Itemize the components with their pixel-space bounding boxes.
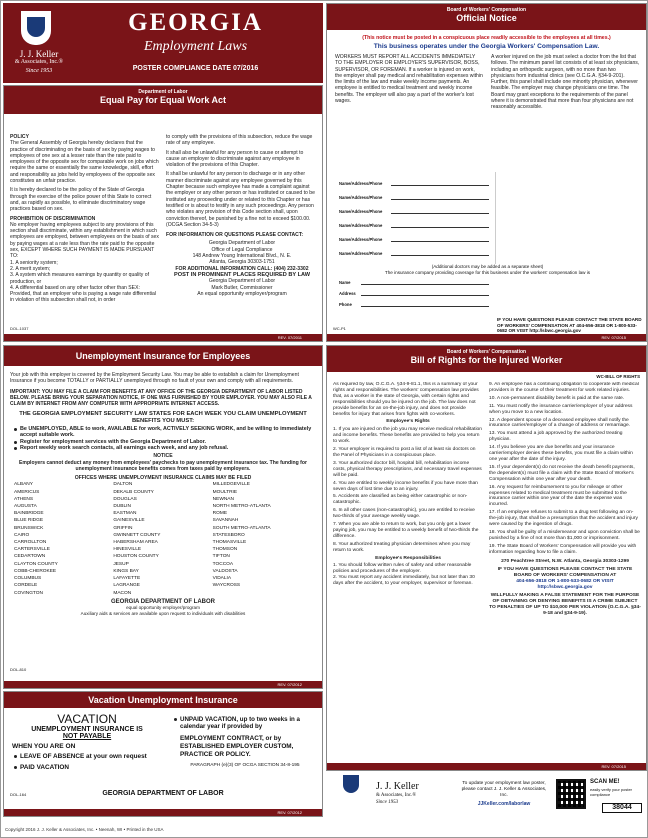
contact-line: 148 Andrew Young International Blvd., N. E. (192, 253, 292, 260)
office-name: ATHENS (14, 496, 34, 502)
office-name: NEWNAN (212, 496, 234, 502)
office-name: COBB-CHEROKEE (14, 568, 57, 574)
office-name: LAFAYETTE (113, 576, 141, 582)
right-item: 10. A non-permanent disability benefit is paid at the same rate. (489, 395, 625, 401)
bill-intro: As required by law, O.C.G.A. §34-9-81.1, this is a summary of your rights and responsibilities. The workers' compensation law provides that, as a worker in the state of Georgia, with certain rights and responsibilities should you be injured on the job. The law does not provide benefits for an on-the-job injury, and does not provide benefits for injury that arises from fights with co-workers. (333, 382, 479, 417)
office-name: AUGUSTA (14, 504, 37, 510)
physician-panel-list (339, 172, 489, 258)
office-name: AMERICUS (14, 489, 40, 495)
requirement-bullet: Register for employment services with the Georgia Department of Labor. (20, 439, 314, 445)
equal-pay-para: It shall be unlawful for any person to discharge or in any other manner discriminate against any employee governed by this Chapter because such employee has made a complaint against the employer or any other person or has instituted or caused to be instituted any proceeding under or related to this Chapter or has testified or is about to testify in any such proceedings. Any person who violates any provision of this Code section shall, upon conviction thereof, be punished by a fine not to exceed $100.00. (OCGA Section 34-5-3) (166, 171, 315, 228)
qr-code-icon[interactable] (556, 779, 586, 809)
info-heading: FOR INFORMATION OR QUESTIONS PLEASE CONTACT: (166, 232, 304, 239)
equal-pay-form-code: DOL-1037 (10, 325, 29, 331)
office-name: CARTERSVILLE (14, 547, 50, 553)
vacation-title: Vacation Unemployment Insurance (88, 695, 238, 705)
office-name: NORTH METRO-ATLANTA (212, 504, 271, 510)
contact-phone: FOR ADDITIONAL INFORMATION CALL: (404) 232-3302 (175, 265, 309, 272)
equal-pay-band (4, 86, 322, 114)
unemployment-title: Unemployment Insurance for Employees (75, 351, 251, 361)
important-notice: IMPORTANT: YOU MAY FILE A CLAIM FOR BENEFITS AT ANY OFFICE OF THE GEORGIA DEPARTMENT OF LABOR LISTED BELOW. PLEASE BRING YOUR SEPARATION NOTICE, IF ONE WAS FURNISHED BY YOUR EMPLOYER. YOU MAY ALSO FILE A CLAIM BY INTERNET FROM ANY COMPUTER WITH APPROPRIATE INTERNET ACCESS. (10, 388, 312, 408)
rev-code: REV. 07/2012 (277, 682, 302, 687)
office-name: DEKALB COUNTY (113, 489, 154, 495)
additional-doctors-note: (Additional doctors may be added as a separate sheet) (431, 264, 544, 269)
office-name: JESUP (113, 561, 129, 567)
physician-label: Name/Address/Phone (339, 237, 383, 242)
gdol-signature: GEORGIA DEPARTMENT OF LABOR (111, 598, 215, 605)
vacation-left (12, 712, 162, 771)
physician-list-right (495, 172, 637, 264)
rev-code: REV. 07/2012 (277, 810, 302, 815)
contact-line: Atlanta, Georgia 30303-1751 (209, 259, 275, 266)
office-name: MILLEDGEVILLE (212, 482, 250, 488)
office-name: CEDARTOWN (14, 554, 46, 560)
official-footer (327, 334, 646, 341)
responsibility-item: 1. You should follow written rules of safety and other reasonable policies and procedures of the employer. (333, 563, 472, 575)
equal-pay-agency: Department of Labor (138, 89, 188, 95)
when-on-line: WHEN YOU ARE ON (12, 743, 76, 750)
bill-band (327, 346, 646, 372)
office-name: ALBANY (14, 482, 33, 488)
office-name: THOMASVILLE (212, 540, 247, 546)
unemployment-footer (4, 681, 322, 688)
physician-label: Name/Address/Phone (339, 251, 383, 256)
insurance-phone-line[interactable] (361, 303, 489, 307)
office-name: HABERSHAM AREA (113, 540, 158, 546)
not-payable-line: UNEMPLOYMENT INSURANCE IS (31, 726, 143, 733)
office-name: GRIFFIN (113, 525, 133, 531)
right-item: 6. In all other cases (non-catastrophic), you are entitled to receive two-thirds of your average weekly wage. (333, 508, 475, 520)
part-number: 38044 (602, 803, 642, 813)
office-name: COLUMBUS (14, 576, 42, 582)
shield-icon (21, 11, 51, 45)
official-notice-band (327, 4, 646, 30)
office-name: DOUGLAS (113, 496, 137, 502)
jjkeller-logo (7, 7, 63, 79)
contact-line: Office of Legal Compliance (211, 246, 273, 253)
office-name: HOUSTON COUNTY (113, 554, 159, 560)
office-name: ROME (212, 511, 228, 517)
exception-item: 1. A seniority system; (10, 259, 58, 266)
office-name: EASTMAN (113, 511, 137, 517)
office-name: VALDOSTA (212, 568, 238, 574)
office-name: STATESBORO (212, 532, 245, 538)
footer-brand: J. J. Keller (376, 781, 419, 792)
footer-logo (326, 775, 376, 815)
equal-pay-para: to comply with the provisions of this subsection, reduce the wage rate of any employee. (166, 134, 313, 147)
aux-aids: Auxiliary aids & services are available upon request to individuals with disabilities (80, 611, 246, 617)
posting-requirement: (This notice must be posted in a conspicuous place readily accessible to the employees at all times.) (362, 35, 611, 41)
official-notice-panel (326, 3, 647, 342)
right-item: 15. If your dependent(s) do not receive the death benefit payments, the dependent(s) must file a claim with the State Board of Worker's Compensation within one year after your death. (489, 464, 635, 482)
signature-line: Mark Butler, Commissioner (211, 284, 273, 291)
exception-item: 2. A merit system; (10, 265, 51, 272)
rev-code: REV. 07/2015 (601, 335, 626, 340)
office-name: LAGRANGE (113, 583, 140, 589)
office-name: DALTON (113, 482, 133, 488)
right-item: 4. You are entitled to weekly income benefits if you have more than seven days of lost time due to an injury. (333, 480, 478, 492)
insurance-fields (339, 274, 489, 307)
bill-form-code: WC-BILL OF RIGHTS (596, 374, 640, 379)
update-text: To update your employment law poster, please contact J. J. Keller & Associates, Inc. (461, 781, 547, 798)
notice-heading: NOTICE (153, 453, 173, 460)
physician-entry-line[interactable] (391, 252, 489, 256)
office-name: THOMSON (212, 547, 238, 553)
office-name: BAINBRIDGE (14, 511, 44, 517)
office-name: MOULTRIE (212, 489, 238, 495)
office-name: BRUNSWICK (14, 525, 44, 531)
official-agency: Board of Workers' Compensation (446, 7, 527, 13)
office-name: GAINESVILLE (113, 518, 145, 524)
poster-subtitle: Employment Laws (143, 39, 248, 54)
official-left-text: WORKERS MUST REPORT ALL ACCIDENTS IMMEDIATELY TO THE EMPLOYER OR EMPLOYER'S SUPERVISOR, BOSS, SUPERVISOR, OR FOREMAN. If a worker is injured on work, the employer shall pay medical and rehabilitation expenses within the limits of the law and make weekly income payments. An employee is entitled to medical treatment and weekly income benefits. The employer will also pay a part of the worker's lost wages. (335, 54, 483, 105)
coverage-statement: This business operates under the Georgia Workers' Compensation Law. (373, 43, 600, 50)
ocga-paragraph: PARAGRAPH (e)(3) OF OCGA SECTION 34-8-195 (190, 763, 300, 768)
office-name: SAVANNAH (212, 518, 239, 524)
rev-code: REV. 07/2011 (277, 335, 302, 340)
office-name: DUBLIN (113, 504, 131, 510)
offices-column (213, 481, 312, 596)
equal-pay-left-col (10, 134, 160, 334)
unemployment-band (4, 346, 322, 366)
offices-table (14, 481, 312, 596)
vacation-footer (4, 809, 322, 816)
rights-list (333, 427, 483, 553)
physician-entry-line[interactable] (391, 224, 489, 228)
office-name: TOCCOA (212, 561, 234, 567)
policy-text: The General Assembly of Georgia hereby declares that the practice of discriminating on the basis of sex by paying wages to employees of one sex at a lesser rate than the rate paid to employees of the opposite sex for comparable work on jobs which require the same or essentially the same knowledge, skill, effort and responsibility as jobs held by employees of the opposite sex constitutes an unfair practice. (10, 140, 159, 185)
office-name: HINESVILLE (113, 547, 142, 553)
ui-form-code: DOL-810 (10, 667, 27, 672)
insurance-label: Address (339, 291, 356, 296)
office-name: WAYCROSS (212, 583, 241, 589)
physician-label: Name/Address/Phone (339, 181, 383, 186)
office-name: GWINNETT COUNTY (113, 532, 161, 538)
vacation-bullet: PAID VACATION (20, 764, 162, 771)
sbwc-address: 270 Peachtree Street, N.W. Atlanta, Georgia 30303-1299 (501, 558, 629, 564)
physician-entry-line[interactable] (391, 182, 489, 186)
signature-line: An equal opportunity employer/program (197, 290, 287, 297)
responsibilities-heading: Employee's Responsibilities (375, 555, 441, 561)
unemployment-intro: Your job with this employer is covered by the Employment Security Law. You may be able to establish a claim for Unemployment Insurance if you become TOTALLY or PARTIALLY unemployed through no fault of your own and comply with all requirements. (10, 372, 299, 385)
physician-entry-line[interactable] (391, 238, 489, 242)
equal-pay-para: It shall also be unlawful for any person to cause or attempt to cause an employer to discriminate against any employee in violation of the provisions of this Chapter. (166, 149, 304, 169)
right-item: 16. Any request for reimbursement to you for mileage or other expenses related to medical treatment must be submitted to the insurance carrier within one year of the date the expense was incurred. (489, 484, 627, 508)
poster-header (3, 3, 323, 83)
responsibility-item: 2. You must report any accident immediately, but not later than 30 days after the accident, to your employer, supervisor or foreman. (333, 575, 475, 587)
post-notice: POST IN PROMINENT PLACES REQUIRED BY LAW (173, 271, 311, 278)
equal-opportunity: equal opportunity employer/program (126, 605, 200, 610)
rev-code: REV. 07/2015 (601, 764, 626, 769)
office-name: MACON (113, 590, 132, 596)
official-contact: IF YOU HAVE QUESTIONS PLEASE CONTACT THE STATE BOARD OF WORKERS' COMPENSATION AT 404-656-3818 OR 1-800-533-0682 OR VISIT http://sbwc.georgia.gov (497, 317, 642, 334)
office-name: VIDALIA (212, 576, 232, 582)
vacation-signature: GEORGIA DEPARTMENT OF LABOR (102, 790, 224, 797)
physician-label: Name/Address/Phone (339, 223, 383, 228)
scan-me: SCAN ME! (590, 779, 620, 785)
notice-text: Employers cannot deduct any money from employees' paychecks to pay unemployment insurance tax. The funding for unemployment insurance benefits comes from taxes paid by employers. (19, 459, 307, 472)
physician-entry-line[interactable] (391, 196, 489, 200)
right-item: 12. A dependent spouse of a deceased employee shall notify the insurance carrier/employer of a change of address or remarriage. (489, 417, 631, 429)
right-item: 5. Accidents are classified as being either catastrophic or non-catastrophic. (333, 494, 468, 506)
office-name: KINGS BAY (113, 568, 139, 574)
responsibilities-list (333, 563, 483, 587)
office-name: CARROLLTON (14, 540, 47, 546)
right-item: 9. An employee has a continuing obligation to cooperate with medical providers in the course of their treatment for work related injuries. (489, 382, 639, 393)
official-right-text: A worker injured on the job must select a doctor from the list that follows. The minimum panel list consists of at least six physicians, including an orthopedic surgeon, with no more than two physicians from industrial clinics (see O.C.G.A. §34-9-201). Further, this panel shall include one minority physician, whenever feasible. The employer may change physicians one time. The Board may grant exceptions to the requirements of the panel where it is demonstrated that more than four physicians are not reasonably accessible. (491, 54, 640, 111)
bill-contact: IF YOU HAVE QUESTIONS PLEASE CONTACT THE STATE BOARD OF WORKERS' COMPENSATION AT (497, 567, 633, 579)
offices-heading: OFFICES WHERE UNEMPLOYMENT INSURANCE CLAIMS MAY BE FILED (74, 475, 252, 482)
unemployment-panel (3, 345, 323, 689)
brand-since: Since 1953 (25, 68, 53, 74)
signature-line: Georgia Department of Labor (208, 278, 276, 285)
office-name: COVINGTON (14, 590, 43, 596)
vacation-right (172, 716, 318, 768)
equal-pay-footer (4, 334, 322, 341)
right-item: 17. If an employee refuses to submit to a drug test following an on-the-job injury, that shall be a presumption that the accident and injury were caused by the ingestion of drugs. (489, 510, 638, 528)
right-item: 1. If you are injured on the job you may receive medical rehabilitation and income benefits. These benefits are provided to help you return to work. (333, 427, 482, 445)
insurance-label: Name (339, 280, 351, 285)
policy-text-2: It is hereby declared to be the policy of the State of Georgia through the exercise of the police power of this State to correct and, as rapidly as possible, to eliminate discriminatory wage practices based on sex. (10, 187, 152, 213)
compliance-date: POSTER COMPLIANCE DATE 07/2016 (132, 65, 259, 72)
vacation-band (4, 692, 322, 708)
bill-footer (327, 763, 646, 770)
scan-sub: easily verify your poster compliance (590, 787, 633, 797)
official-form-code: WC-P1 (333, 326, 346, 331)
equal-pay-title: Equal Pay for Equal Work Act (99, 95, 227, 105)
right-item: 11. You must notify the insurance carrier/employer of your address when you move to a new location. (489, 403, 633, 415)
physician-label: Name/Address/Phone (339, 209, 383, 214)
prohibition-text: No employer having employees subject to any provisions of this section shall discriminate, within any establishment in which such employees are employed, between employees on the basis of sex by paying wages at a rate less than the rate paid to the opposite sex, EXCEPT WHERE SUCH PAYMENT IS MADE PURSUANT TO: (10, 221, 159, 260)
right-item: 14. If you believe you are due benefits and your insurance carrier/employer denies these benefits, you must file a claim within one year after the date of the injury. (489, 445, 633, 462)
bill-left-col (333, 382, 483, 762)
requirement-bullet: Be UNEMPLOYED, ABLE to work, AVAILABLE for work, ACTIVELY SEEKING WORK, and be willing to immediately accept suitable work. (20, 426, 314, 439)
vacation-form-code: DOL-164 (10, 792, 27, 797)
bill-phone: 404-656-3818 OR 1-800-533-0682 OR VISIT http://sbwc.georgia.gov (516, 579, 614, 591)
update-url[interactable]: JJKeller.com/laborlaw (477, 801, 531, 807)
vacation-bullet: UNPAID VACATION, up to two weeks in a calendar year if provided by (180, 716, 318, 730)
rights-heading: Employee's Rights (386, 419, 430, 425)
vacation-bullet: LEAVE OF ABSENCE at your own request (20, 753, 162, 760)
brand-name: J. J. Keller (19, 49, 59, 59)
right-item: 8. Your authorized treating physician determines when you may return to work. (333, 541, 471, 553)
footer-brand-sub: & Associates, Inc.® (376, 793, 417, 798)
vacation-panel (3, 691, 323, 817)
office-name: CLAYTON COUNTY (14, 561, 58, 567)
bill-of-rights-panel (326, 345, 647, 771)
insurance-label: Phone (339, 302, 352, 307)
brand-sub: & Associates, Inc.® (14, 59, 64, 65)
employer-custom: EMPLOYMENT CONTRACT, or by ESTABLISHED EMPLOYER CUSTOM, PRACTICE OR POLICY. (180, 735, 294, 758)
bill-agency: Board of Workers' Compensation (446, 349, 527, 355)
right-item: 7. When you are able to return to work, but you only get a lower paying job, you may be entitled to a weekly benefit of two-thirds the difference. (333, 522, 479, 539)
state-title: GEORGIA (128, 9, 263, 36)
official-title: Official Notice (456, 13, 517, 23)
office-name: CAIRO (14, 532, 30, 538)
bill-title: Bill of Rights for the Injured Worker (410, 355, 563, 365)
requirement-bullet: Report weekly work search contacts, all earnings each week, and any job refusal. (20, 445, 314, 451)
right-item: 18. You shall be guilty of a misdemeanor and upon conviction shall be punished by a fine of not more than $1,000 or imprisonment. (489, 529, 640, 541)
office-name: BLUE RIDGE (14, 518, 44, 524)
physician-label: Name/Address/Phone (339, 195, 383, 200)
contact-line: Georgia Department of Labor (208, 240, 276, 247)
shield-icon (343, 775, 359, 793)
right-item: 2. Your employer is required to post a list of at least six doctors on the Panel of Physicians in a conspicuous place. (333, 447, 476, 458)
footer-since: Since 1953 (376, 800, 399, 805)
not-payable-emphasis: NOT PAYABLE (62, 733, 112, 740)
right-item: 3. Your authorized doctor bill, hospital bill, rehabilitation income costs, physical therapy prescriptions, and necessary travel expenses will be paid. (333, 460, 482, 478)
insurance-statement: The insurance company providing coverage for this business under the workers' compensation law is (384, 270, 591, 275)
weekly-requirements-heading: THE GEORGIA EMPLOYMENT SECURITY LAW STATES FOR EACH WEEK YOU CLAIM UNEMPLOYMENT BENEFITS YOU MUST: (19, 411, 307, 424)
exception-item: 3. A system which measures earnings by quantity or quality of production, or (10, 272, 150, 285)
poster-footer-ad (326, 773, 647, 817)
office-name: SOUTH METRO-ATLANTA (212, 525, 271, 531)
equal-pay-panel (3, 85, 323, 342)
office-name: TIFTON (212, 554, 230, 560)
physician-entry-line[interactable] (391, 210, 489, 214)
copyright: Copyright 2016 J. J. Keller & Associates, Inc. • Neenah, WI • Printed in the USA (5, 827, 164, 832)
bill-right-col (489, 382, 641, 762)
prohibition-heading: PROHIBITION OF DISCRIMINATION (10, 215, 96, 222)
policy-heading: POLICY (10, 134, 29, 140)
vacation-heading: VACATION (57, 712, 117, 726)
insurance-address-line[interactable] (361, 292, 489, 296)
right-item: 13. You must attend a job approved by the authorized treating physician. (489, 431, 623, 443)
rights-continued (489, 382, 641, 556)
office-name: CORDELE (14, 583, 38, 589)
fraud-warning: WILLFULLY MAKING A FALSE STATEMENT FOR THE PURPOSE OF OBTAINING OR DENYING BENEFITS IS A CRIME SUBJECT TO PENALTIES OF UP TO $10,000 PER VIOLATION (O.C.G.A. §34-9-18 and §34-9-19). (489, 593, 641, 616)
right-item: 19. The State Board of Workers' Compensation will provide you with information regarding how to file a claim. (489, 543, 637, 555)
exception-item: 4. A differential based on any other factor other than SEX: Provided, that an employer who is paying a wage rate differential in violation of this subsection shall not, in order (10, 284, 157, 304)
equal-pay-right-col (166, 134, 318, 334)
insurance-name-line[interactable] (361, 281, 489, 285)
offices-column (113, 481, 212, 596)
offices-column (14, 481, 113, 596)
